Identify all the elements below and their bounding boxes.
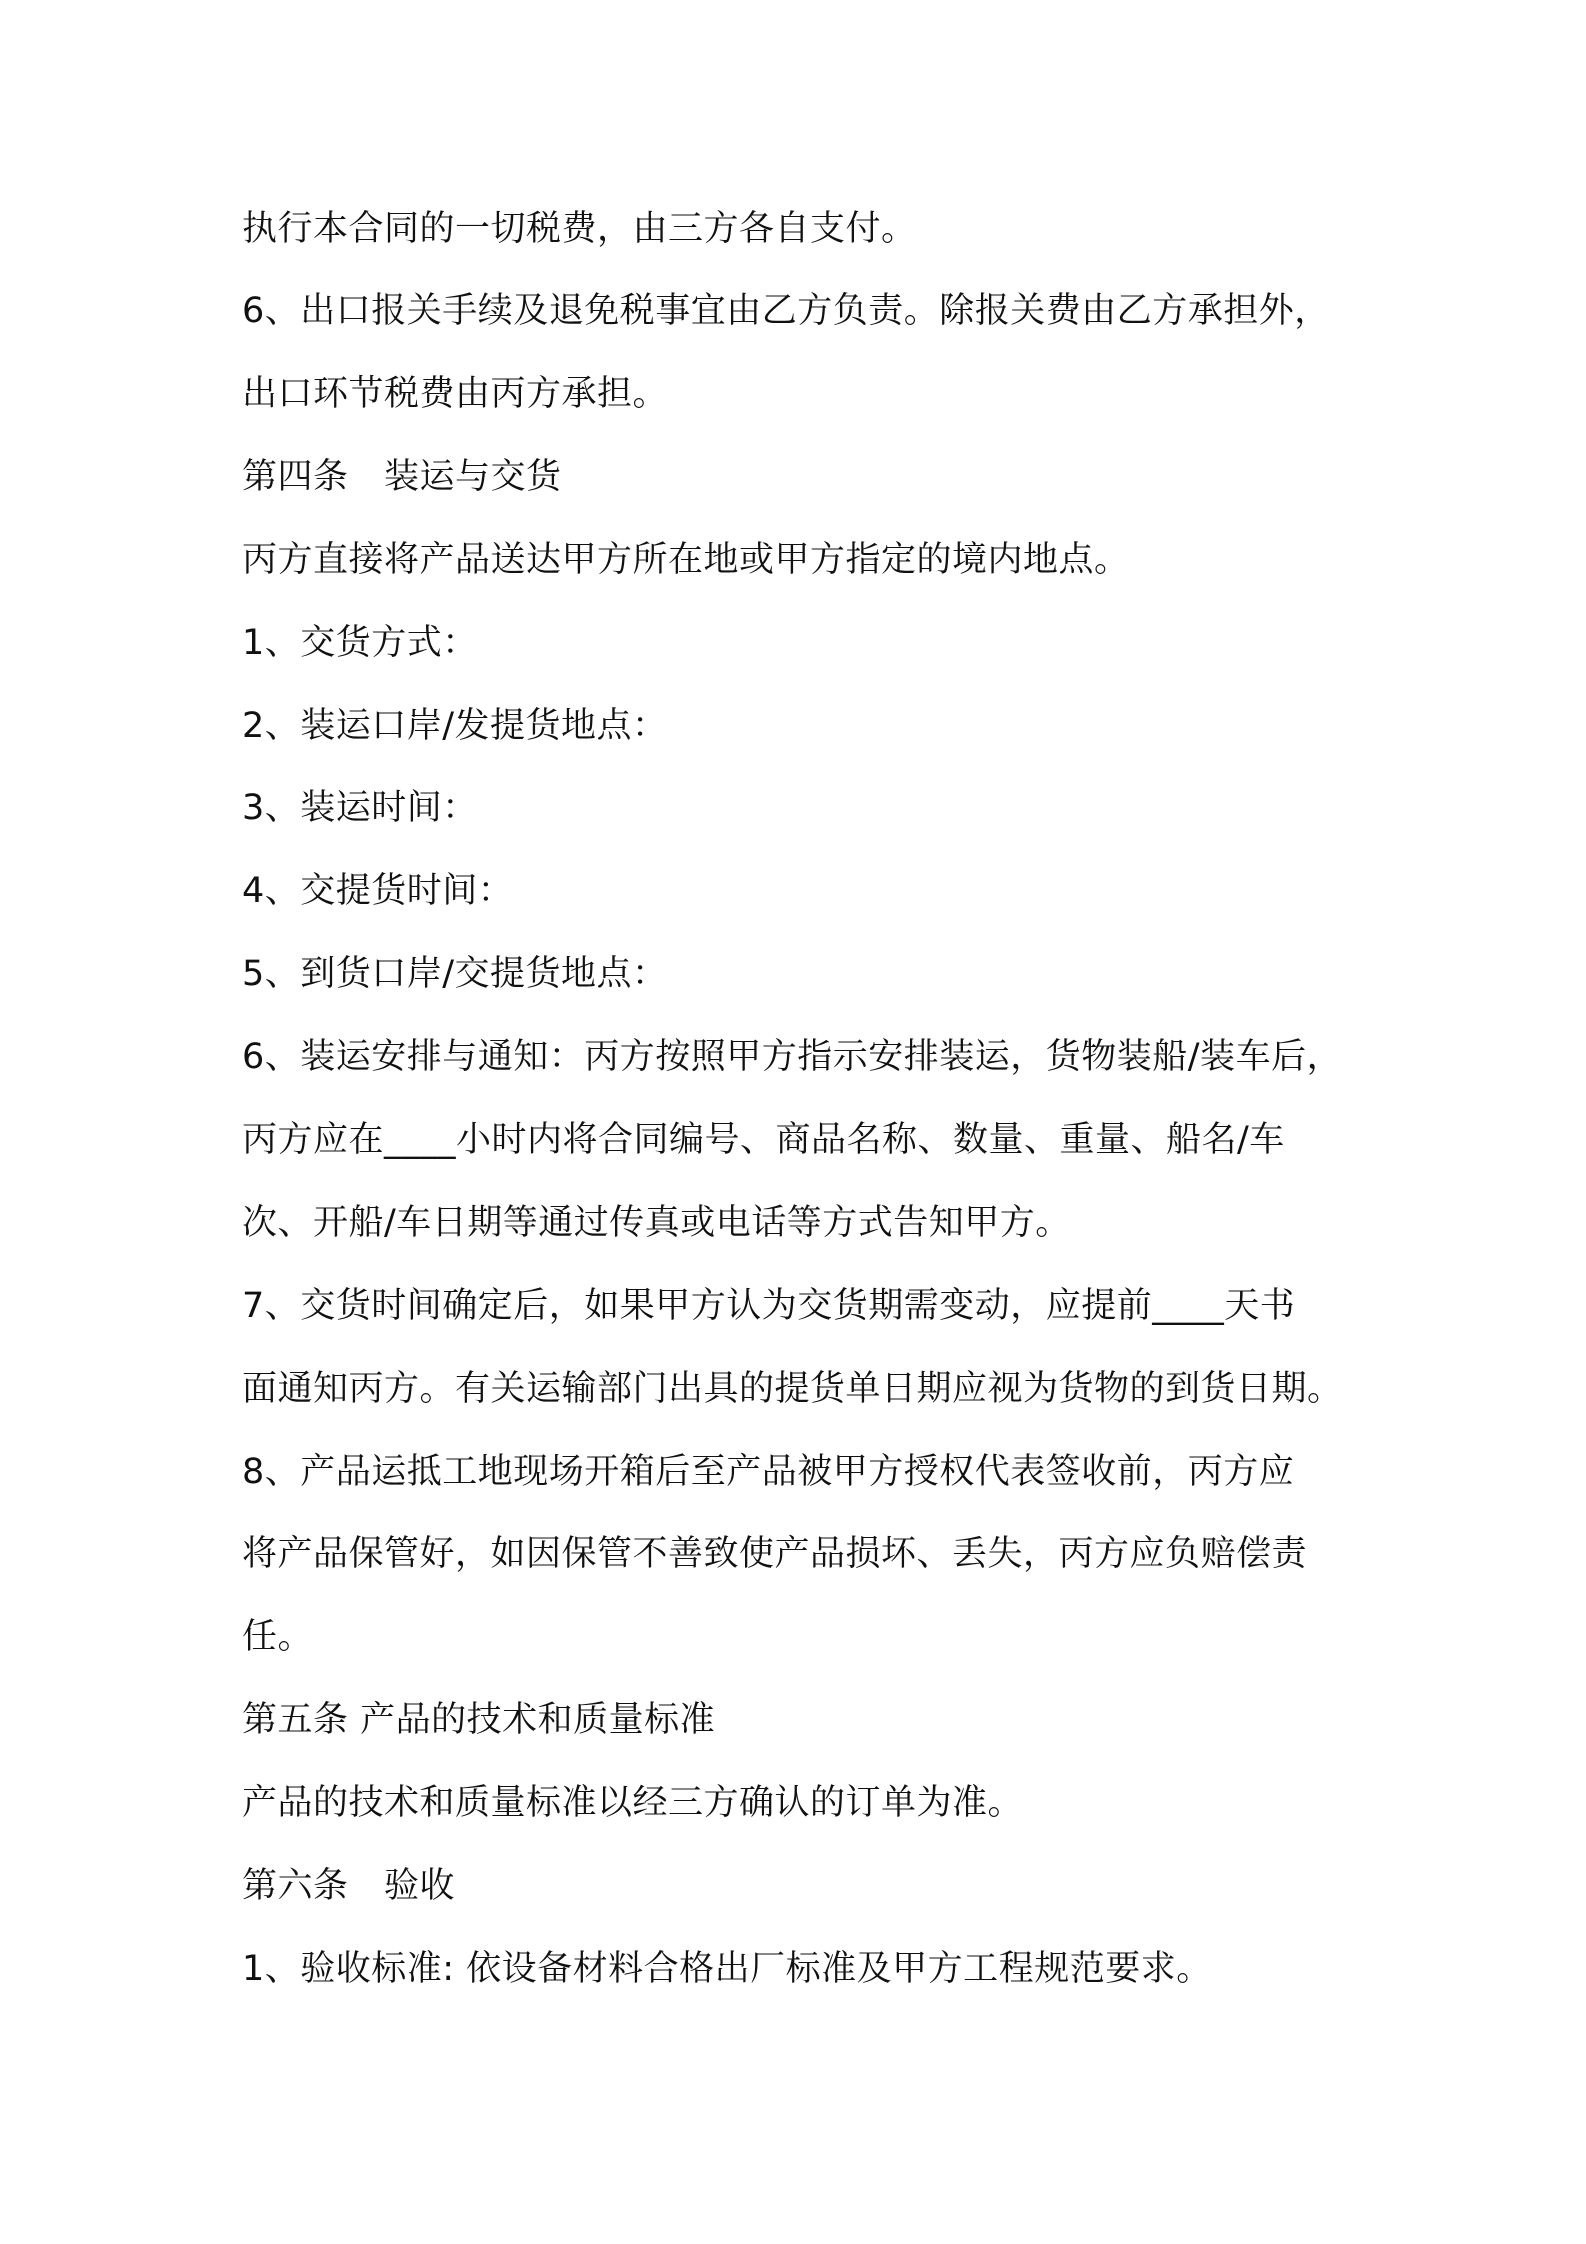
item-8-custody-line-1: 8、产品运抵工地现场开箱后至产品被甲方授权代表签收前，丙方应: [242, 1452, 1295, 1492]
article-5-body: 产品的技术和质量标准以经三方确认的订单为准。: [242, 1783, 1024, 1823]
article-5-heading: 第五条 产品的技术和质量标准: [242, 1700, 716, 1740]
paragraph-tax-line: 执行本合同的一切税费，由三方各自支付。: [242, 209, 917, 249]
item-5-arrival-port: 5、到货口岸/交提货地点：: [242, 954, 668, 994]
item-3-loading-time: 3、装运时间：: [242, 788, 478, 828]
article-6-item-1: 1、验收标准: 依设备材料合格出厂标准及甲方工程规范要求。: [242, 1949, 1212, 1989]
clause-6-export-line-2: 出口环节税费由丙方承担。: [242, 374, 669, 414]
item-6-notice-line-2: 丙方应在____小时内将合同编号、商品名称、数量、重量、船名/车: [242, 1120, 1285, 1160]
item-6-notice-line-1: 6、装运安排与通知：丙方按照甲方指示安排装运，货物装船/装车后，: [242, 1037, 1343, 1077]
article-4-intro: 丙方直接将产品送达甲方所在地或甲方指定的境内地点。: [242, 540, 1130, 580]
item-1-delivery-method: 1、交货方式：: [242, 623, 478, 663]
article-6-heading: 第六条 验收: [242, 1866, 456, 1906]
clause-6-export-line-1: 6、出口报关手续及退免税事宜由乙方负责。除报关费由乙方承担外，: [242, 291, 1330, 331]
item-7-change-line-1: 7、交货时间确定后，如果甲方认为交货期需变动，应提前____天书: [242, 1286, 1296, 1326]
item-2-loading-port: 2、装运口岸/发提货地点：: [242, 706, 668, 746]
item-8-custody-line-2: 将产品保管好，如因保管不善致使产品损坏、丢失，丙方应负赔偿责: [242, 1534, 1308, 1574]
item-7-change-line-2: 面通知丙方。有关运输部门出具的提货单日期应视为货物的到货日期。: [242, 1369, 1343, 1409]
item-4-delivery-time: 4、交提货时间：: [242, 871, 514, 911]
item-6-notice-line-3: 次、开船/车日期等通过传真或电话等方式告知甲方。: [242, 1203, 1071, 1243]
item-8-custody-line-3: 任。: [242, 1617, 314, 1657]
article-4-heading: 第四条 装运与交货: [242, 457, 562, 497]
